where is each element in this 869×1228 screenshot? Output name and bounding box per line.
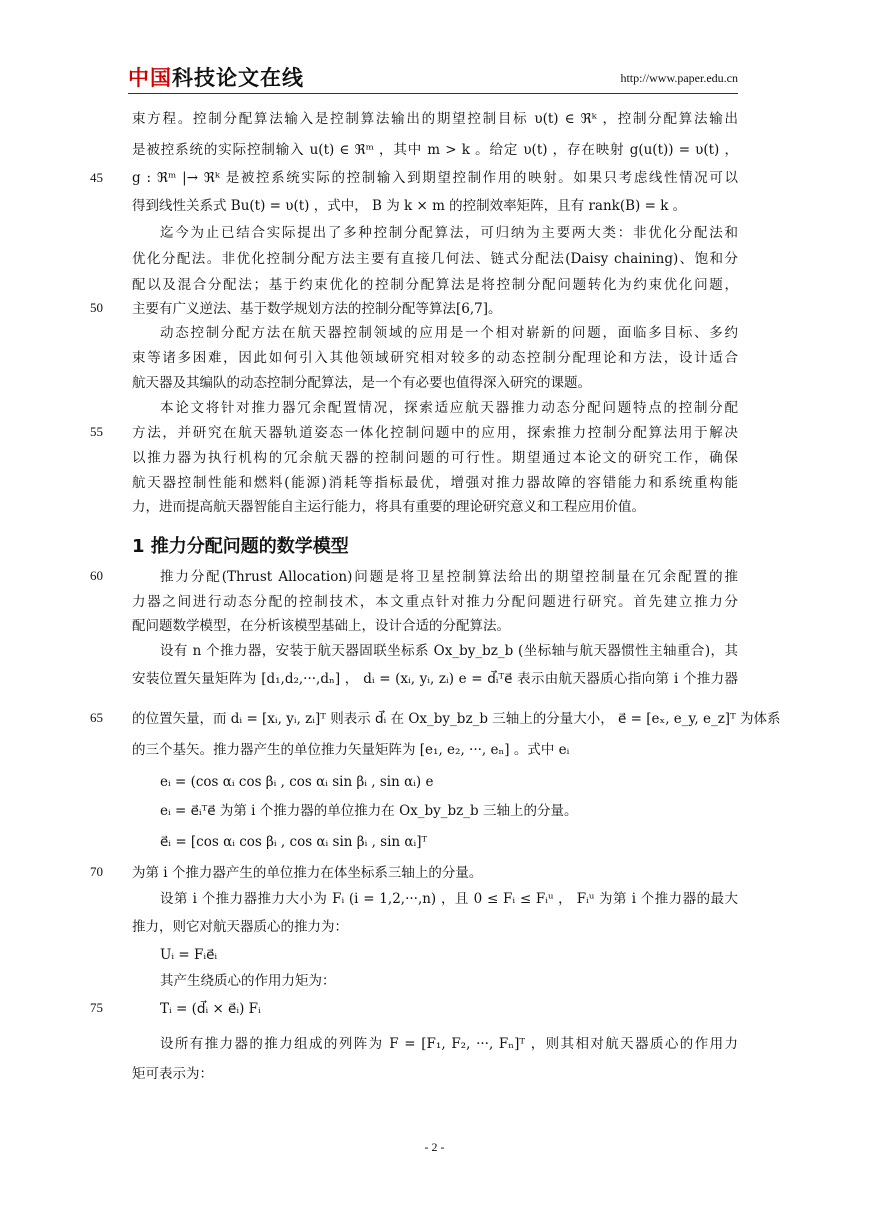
equation: eᵢ = (cos αᵢ cos βᵢ , cos αᵢ sin βᵢ , sin αᵢ) e [160,774,434,790]
text-line: 推力，则它对航天器质心的推力为： [132,919,348,935]
line-number: 75 [90,1000,103,1015]
text-line: 推力分配(Thrust Allocation)问题是将卫星控制算法给出的期望控制量在冗余配置的推 [160,569,738,585]
text-line: 得到线性关系式 Bu(t) = υ(t) ，式中， B 为 k × m 的控制效率矩阵，且有 rank(B) = k 。 [132,198,687,214]
text-line: 矩可表示为： [132,1066,213,1082]
text-line: 设所有推力器的推力组成的列阵为 F = [F₁, F₂, ···, Fₙ]ᵀ ，则其相对航天器质心的作用力 [160,1036,738,1052]
text-line: 航天器及其编队的动态控制分配算法，是一个有必要也值得深入研究的课题。 [132,375,591,391]
equation: Tᵢ = (d⃗ᵢ × e⃗ᵢ) Fᵢ [160,1001,261,1017]
journal-logo [128,62,304,92]
header-url[interactable]: http://www.paper.edu.cn [620,71,738,85]
text-line: 配以及混合分配法；基于约束优化的控制分配算法是将控制分配问题转化为约束优化问题， [132,277,738,293]
text-line: 的三个基矢。推力器产生的单位推力矢量矩阵为 [e₁, e₂, ···, eₙ] 。式中 eᵢ [132,742,570,758]
text-line: 以推力器为执行机构的冗余航天器的控制问题的可行性。期望通过本论文的研究工作，确保 [132,450,738,466]
text-line: 其产生绕质心的作用力矩为： [160,973,336,989]
line-number: 60 [90,568,103,583]
text-line: 的位置矢量，而 dᵢ = [xᵢ, yᵢ, zᵢ]ᵀ 则表示 d⃗ᵢ 在 Ox_by_bz_b 三轴上的分量大小， e⃗ = [eₓ, e_y, e_z]ᵀ 为体系 [132,711,781,727]
text-line: 航天器控制性能和燃料(能源)消耗等指标最优，增强对推力器故障的容错能力和系统重构能 [132,475,738,491]
text-line: 优化分配法。非优化控制分配方法主要有直接几何法、链式分配法(Daisy chaining)、饱和分 [132,251,738,267]
text-line: 动态控制分配方法在航天器控制领域的应用是一个相对崭新的问题，面临多目标、多约 [160,325,738,341]
text-line: 配问题数学模型，在分析该模型基础上，设计合适的分配算法。 [132,618,510,634]
equation: Uᵢ = Fᵢe⃗ᵢ [160,947,218,963]
text-line: g : ℜᵐ |→ ℜᵏ 是被控系统实际的控制输入到期望控制作用的映射。如果只考虑线性情况可以 [132,170,738,186]
text-line: 本论文将针对推力器冗余配置情况，探索适应航天器推力动态分配问题特点的控制分配 [160,400,738,416]
text-line: 迄今为止已结合实际提出了多种控制分配算法，可归纳为主要两大类：非优化分配法和 [160,225,738,241]
line-number: 45 [90,170,103,185]
text-line: 束方程。控制分配算法输入是控制算法输出的期望控制目标 υ(t) ∈ ℜᵏ ，控制分配算法输出 [132,111,738,127]
text-line: 力器之间进行动态分配的控制技术，本文重点针对推力分配问题进行研究。首先建立推力分 [132,594,738,610]
line-number: 55 [90,424,103,439]
text-line: 设有 n 个推力器，安装于航天器固联坐标系 Ox_by_bz_b (坐标轴与航天器惯性主轴重合)，其 [160,643,738,659]
header-rule [128,93,738,94]
text-line: 安装位置矢量矩阵为 [d₁,d₂,···,dₙ] ， dᵢ = (xᵢ, yᵢ, zᵢ) e = d⃗ᵢᵀe⃗ 表示由航天器质心指向第 i 个推力器 [132,671,738,687]
text-line: 设第 i 个推力器推力大小为 Fᵢ (i = 1,2,···,n) ，且 0 ≤ Fᵢ ≤ Fᵢᵘ ， Fᵢᵘ 为第 i 个推力器的最大 [160,891,738,907]
page-header [128,62,738,94]
equation: eᵢ = e⃗ᵢᵀe⃗ 为第 i 个推力器的单位推力在 Ox_by_bz_b 三轴上的分量。 [160,803,578,819]
text-line: 方法，并研究在航天器轨道姿态一体化控制问题中的应用，探索推力控制分配算法用于解决 [132,425,738,441]
section-heading: 1 推力分配问题的数学模型 [132,536,349,557]
text-line: 力，进而提高航天器智能自主运行能力，将具有重要的理论研究意义和工程应用价值。 [132,499,645,515]
text-line: 主要有广义逆法、基于数学规划方法的控制分配等算法[6,7]。 [132,301,502,317]
line-number: 70 [90,864,103,879]
logo-red-text: 中国 [128,66,172,90]
line-number: 65 [90,710,103,725]
text-line: 束等诸多困难，因此如何引入其他领域研究相对较多的动态控制分配理论和方法，设计适合 [132,350,738,366]
line-number: 50 [90,300,103,315]
equation: e⃗ᵢ = [cos αᵢ cos βᵢ , cos αᵢ sin βᵢ , sin αᵢ]ᵀ [160,834,428,850]
page-number: - 2 - [424,1140,445,1154]
text-line: 为第 i 个推力器产生的单位推力在体坐标系三轴上的分量。 [132,865,483,881]
text-line: 是被控系统的实际控制输入 u(t) ∈ ℜᵐ ，其中 m > k 。给定 υ(t) ，存在映射 g(u(t)) = υ(t) ， [132,142,738,158]
logo-black-text: 科技论文在线 [172,66,304,90]
